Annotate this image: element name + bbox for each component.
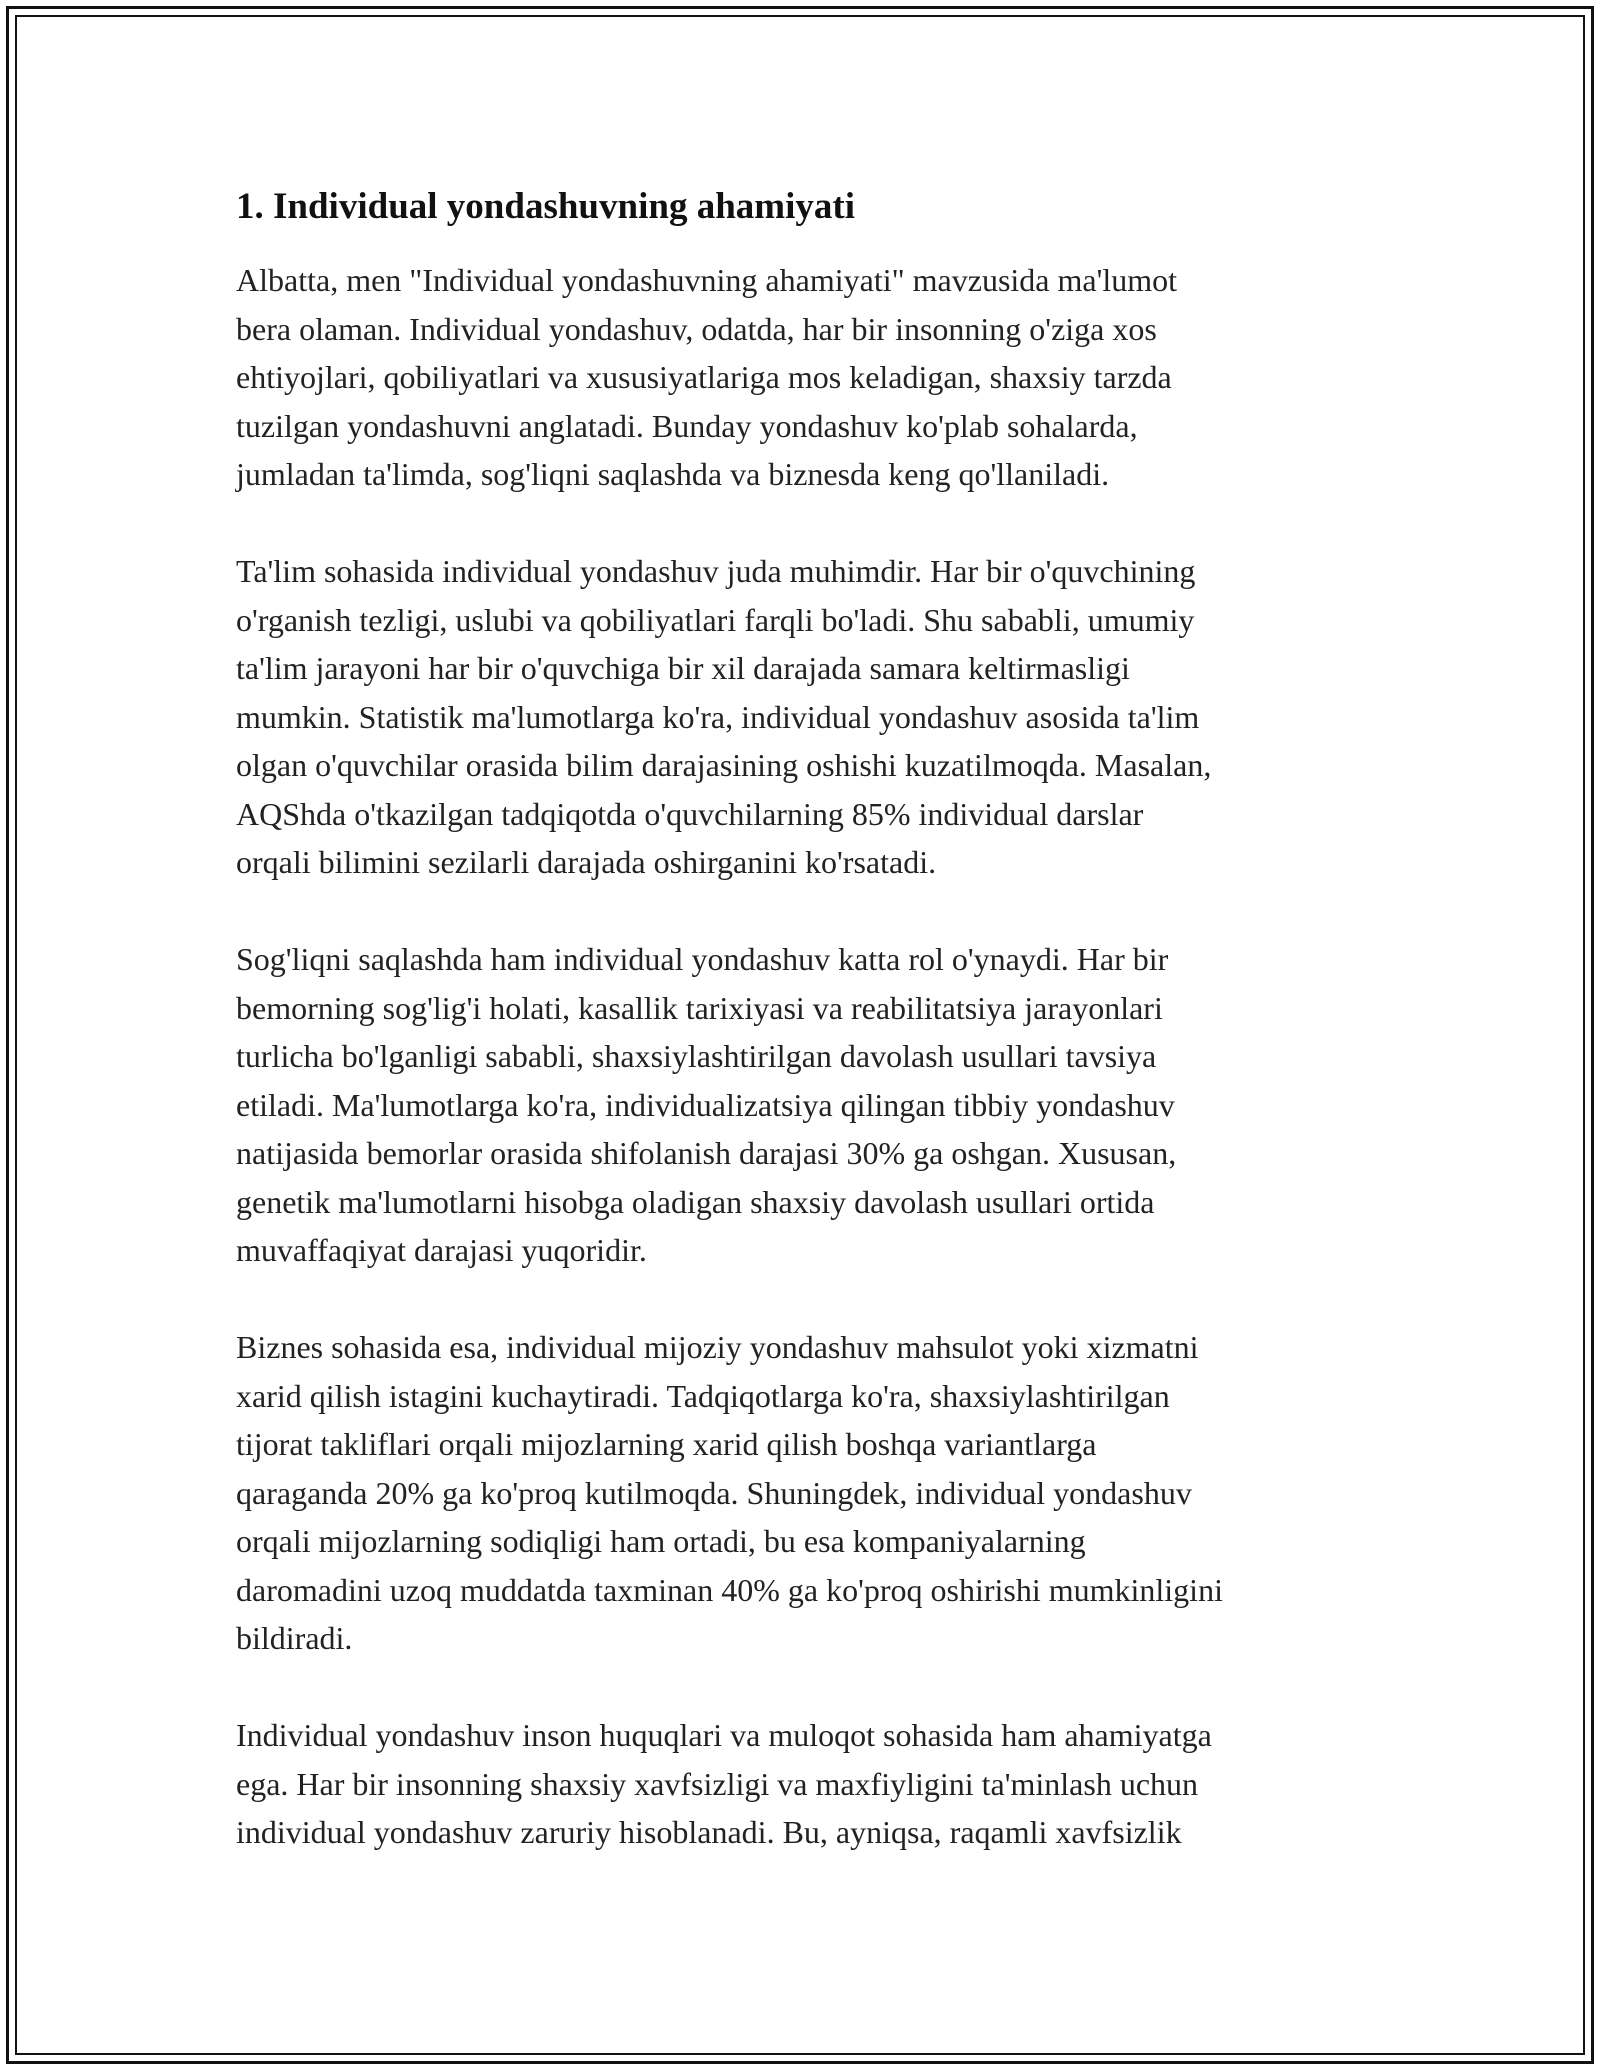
paragraph-business [236,1323,1406,1663]
document-body [236,184,1406,1857]
text-line: jumladan ta'limda, sog'liqni saqlashda va biznesda keng qo'llaniladi. [236,456,1110,492]
paragraph-gap [236,499,1406,548]
text-line: bera olaman. Individual yondashuv, odatda, har bir insonning o'ziga xos [236,310,1157,347]
paragraph-intro [236,256,1406,499]
text-line: tijorat takliflari orqali mijozlarning xarid qilish boshqa variantlarga [236,1426,1097,1462]
text-line: turlicha bo'lganligi sababli, shaxsiylashtirilgan davolash usullari tavsiya [236,1038,1157,1074]
text-line: daromadini uzoq muddatda taxminan 40% ga ko'proq oshirishi mumkinligini [236,1571,1223,1608]
text-line: Individual yondashuv inson huquqlari va muloqot sohasida ham ahamiyatga [236,1717,1212,1753]
text-line: ega. Har bir insonning shaxsiy xavfsizligi va maxfiyligini ta'minlash uchun [236,1765,1199,1802]
text-line: Sog'liqni saqlashda ham individual yondashuv katta rol o'ynaydi. Har bir [236,941,1169,977]
text-line: mumkin. Statistik ma'lumotlarga ko'ra, individual yondashuv asosida ta'lim [236,698,1200,735]
paragraph-human-rights [236,1711,1406,1857]
text-line: individual yondashuv zaruriy hisoblanadi. Bu, ayniqsa, raqamli xavfsizlik [236,1814,1182,1850]
text-line: muvaffaqiyat darajasi yuqoridir. [236,1232,647,1268]
text-line: ta'lim jarayoni har bir o'quvchiga bir xil darajada samara keltirmasligi [236,650,1130,686]
text-line: qaraganda 20% ga ko'proq kutilmoqda. Shuningdek, individual yondashuv [236,1474,1192,1511]
text-line: Biznes sohasida esa, individual mijoziy yondashuv mahsulot yoki xizmatni [236,1329,1199,1365]
text-line: tuzilgan yondashuvni anglatadi. Bunday yondashuv ko'plab sohalarda, [236,407,1138,444]
text-line: orqali bilimini sezilarli darajada oshirganini ko'rsatadi. [236,844,937,880]
text-line: genetik ma'lumotlarni hisobga oladigan shaxsiy davolash usullari ortida [236,1183,1155,1220]
text-line: ehtiyojlari, qobiliyatlari va xususiyatlariga mos keladigan, shaxsiy tarzda [236,359,1172,395]
text-line: natijasida bemorlar orasida shifolanish darajasi 30% ga oshgan. Xususan, [236,1135,1177,1171]
paragraph-gap [236,887,1406,936]
text-line: AQShda o'tkazilgan tadqiqotda o'quvchilarning 85% individual darslar [236,795,1144,832]
text-line: xarid qilish istagini kuchaytiradi. Tadqiqotlarga ko'ra, shaxsiylashtirilgan [236,1377,1170,1414]
text-line: Albatta, men "Individual yondashuvning ahamiyati" mavzusida ma'lumot [236,262,1178,298]
text-line: orqali mijozlarning sodiqligi ham ortadi, bu esa kompaniyalarning [236,1523,1086,1559]
text-line: o'rganish tezligi, uslubi va qobiliyatlari farqli bo'ladi. Shu sababli, umumiy [236,601,1195,638]
text-line: etiladi. Ma'lumotlarga ko'ra, individualizatsiya qilingan tibbiy yondashuv [236,1086,1175,1123]
text-line: bildiradi. [236,1620,353,1656]
paragraph-gap [236,1275,1406,1324]
text-line: Ta'lim sohasida individual yondashuv juda muhimdir. Har bir o'quvchining [236,553,1196,589]
paragraph-healthcare [236,935,1406,1275]
paragraph-education [236,547,1406,887]
text-line: olgan o'quvchilar orasida bilim darajasining oshishi kuzatilmoqda. Masalan, [236,747,1212,783]
section-heading: 1. Individual yondashuvning ahamiyati [236,186,855,227]
paragraph-gap [236,1663,1406,1712]
text-line: bemorning sog'lig'i holati, kasallik tarixiyasi va reabilitatsiya jarayonlari [236,989,1163,1026]
